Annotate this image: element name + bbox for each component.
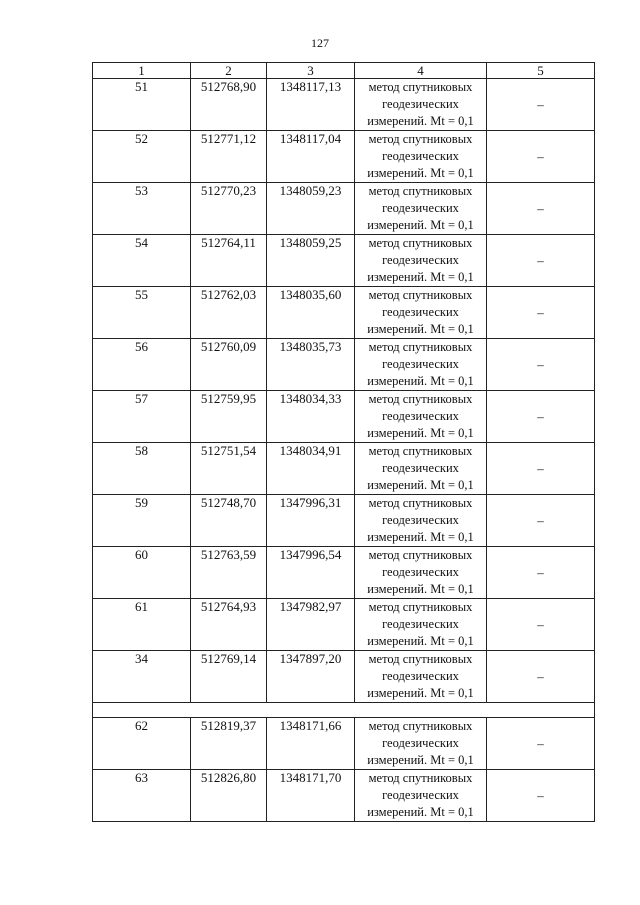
x-coordinate: 512768,90: [191, 79, 267, 131]
method-line: метод спутниковых: [368, 132, 473, 146]
y-coordinate: 1348171,66: [267, 718, 355, 770]
y-coordinate: 1348171,70: [267, 770, 355, 822]
column-header: 1: [93, 63, 191, 79]
table-row: [93, 287, 595, 339]
method-line: измерений. Mt = 0,1: [367, 478, 474, 492]
method-line: геодезических: [382, 461, 459, 475]
y-coordinate: 1348035,60: [267, 287, 355, 339]
table-row: [93, 79, 595, 131]
y-coordinate: 1347996,31: [267, 495, 355, 547]
method-line: геодезических: [382, 409, 459, 423]
method-line: измерений. Mt = 0,1: [367, 374, 474, 388]
column-header: 4: [355, 63, 487, 79]
method-line: измерений. Mt = 0,1: [367, 582, 474, 596]
method-line: геодезических: [382, 97, 459, 111]
method-line: геодезических: [382, 357, 459, 371]
method-cell: [355, 391, 487, 443]
method-line: измерений. Mt = 0,1: [367, 322, 474, 336]
point-number: 56: [93, 339, 191, 391]
method-line: измерений. Mt = 0,1: [367, 218, 474, 232]
y-coordinate: 1348059,25: [267, 235, 355, 287]
point-number: 57: [93, 391, 191, 443]
method-line: геодезических: [382, 669, 459, 683]
y-coordinate: 1348117,04: [267, 131, 355, 183]
table-row: [93, 547, 595, 599]
method-line: метод спутниковых: [368, 444, 473, 458]
table-row: [93, 339, 595, 391]
method-line: геодезических: [382, 201, 459, 215]
method-line: геодезических: [382, 253, 459, 267]
method-line: метод спутниковых: [368, 600, 473, 614]
y-coordinate: 1347996,54: [267, 547, 355, 599]
note-cell: –: [487, 183, 595, 235]
table-row: [93, 183, 595, 235]
method-line: геодезических: [382, 565, 459, 579]
method-line: геодезических: [382, 736, 459, 750]
method-cell: [355, 718, 487, 770]
method-line: метод спутниковых: [368, 719, 473, 733]
note-cell: –: [487, 718, 595, 770]
method-line: измерений. Mt = 0,1: [367, 426, 474, 440]
column-header: 5: [487, 63, 595, 79]
y-coordinate: 1348117,13: [267, 79, 355, 131]
method-line: метод спутниковых: [368, 80, 473, 94]
note-cell: –: [487, 495, 595, 547]
note-cell: –: [487, 651, 595, 703]
y-coordinate: 1348035,73: [267, 339, 355, 391]
x-coordinate: 512770,23: [191, 183, 267, 235]
method-cell: [355, 495, 487, 547]
method-line: метод спутниковых: [368, 392, 473, 406]
note-cell: –: [487, 547, 595, 599]
x-coordinate: 512826,80: [191, 770, 267, 822]
method-cell: [355, 235, 487, 287]
x-coordinate: 512763,59: [191, 547, 267, 599]
separator-cell: [93, 703, 595, 718]
method-line: геодезических: [382, 149, 459, 163]
table-header-row: [93, 63, 595, 79]
method-cell: [355, 131, 487, 183]
method-cell: [355, 443, 487, 495]
point-number: 61: [93, 599, 191, 651]
method-line: измерений. Mt = 0,1: [367, 686, 474, 700]
method-cell: [355, 79, 487, 131]
method-cell: [355, 339, 487, 391]
point-number: 59: [93, 495, 191, 547]
y-coordinate: 1347982,97: [267, 599, 355, 651]
point-number: 54: [93, 235, 191, 287]
x-coordinate: 512764,93: [191, 599, 267, 651]
table-row: [93, 443, 595, 495]
x-coordinate: 512751,54: [191, 443, 267, 495]
table-row: [93, 718, 595, 770]
method-line: геодезических: [382, 305, 459, 319]
note-cell: –: [487, 339, 595, 391]
point-number: 34: [93, 651, 191, 703]
method-cell: [355, 183, 487, 235]
table-row: [93, 770, 595, 822]
point-number: 58: [93, 443, 191, 495]
x-coordinate: 512764,11: [191, 235, 267, 287]
x-coordinate: 512769,14: [191, 651, 267, 703]
method-line: измерений. Mt = 0,1: [367, 114, 474, 128]
point-number: 60: [93, 547, 191, 599]
method-line: геодезических: [382, 788, 459, 802]
table-row: [93, 599, 595, 651]
point-number: 62: [93, 718, 191, 770]
method-line: измерений. Mt = 0,1: [367, 530, 474, 544]
page-number: 127: [311, 36, 329, 50]
table-row: [93, 495, 595, 547]
note-cell: –: [487, 770, 595, 822]
method-cell: [355, 547, 487, 599]
method-line: измерений. Mt = 0,1: [367, 166, 474, 180]
method-cell: [355, 651, 487, 703]
note-cell: –: [487, 287, 595, 339]
method-cell: [355, 770, 487, 822]
x-coordinate: 512771,12: [191, 131, 267, 183]
x-coordinate: 512760,09: [191, 339, 267, 391]
note-cell: –: [487, 131, 595, 183]
method-line: метод спутниковых: [368, 771, 473, 785]
column-header: 3: [267, 63, 355, 79]
note-cell: –: [487, 79, 595, 131]
method-line: измерений. Mt = 0,1: [367, 270, 474, 284]
point-number: 51: [93, 79, 191, 131]
y-coordinate: 1347897,20: [267, 651, 355, 703]
method-line: геодезических: [382, 617, 459, 631]
method-cell: [355, 599, 487, 651]
method-line: метод спутниковых: [368, 652, 473, 666]
section-separator-row: [93, 703, 595, 718]
x-coordinate: 512819,37: [191, 718, 267, 770]
point-number: 63: [93, 770, 191, 822]
note-cell: –: [487, 391, 595, 443]
table-row: [93, 131, 595, 183]
method-line: геодезических: [382, 513, 459, 527]
method-line: метод спутниковых: [368, 496, 473, 510]
point-number: 53: [93, 183, 191, 235]
table-row: [93, 651, 595, 703]
point-number: 55: [93, 287, 191, 339]
method-cell: [355, 287, 487, 339]
method-line: метод спутниковых: [368, 236, 473, 250]
note-cell: –: [487, 235, 595, 287]
column-header: 2: [191, 63, 267, 79]
method-line: метод спутниковых: [368, 340, 473, 354]
x-coordinate: 512748,70: [191, 495, 267, 547]
method-line: измерений. Mt = 0,1: [367, 634, 474, 648]
x-coordinate: 512759,95: [191, 391, 267, 443]
y-coordinate: 1348034,91: [267, 443, 355, 495]
method-line: метод спутниковых: [368, 548, 473, 562]
method-line: измерений. Mt = 0,1: [367, 805, 474, 819]
table-row: [93, 235, 595, 287]
method-line: измерений. Mt = 0,1: [367, 753, 474, 767]
x-coordinate: 512762,03: [191, 287, 267, 339]
table-row: [93, 391, 595, 443]
method-line: метод спутниковых: [368, 288, 473, 302]
method-line: метод спутниковых: [368, 184, 473, 198]
note-cell: –: [487, 599, 595, 651]
coordinates-table: [92, 62, 595, 822]
note-cell: –: [487, 443, 595, 495]
point-number: 52: [93, 131, 191, 183]
y-coordinate: 1348034,33: [267, 391, 355, 443]
y-coordinate: 1348059,23: [267, 183, 355, 235]
